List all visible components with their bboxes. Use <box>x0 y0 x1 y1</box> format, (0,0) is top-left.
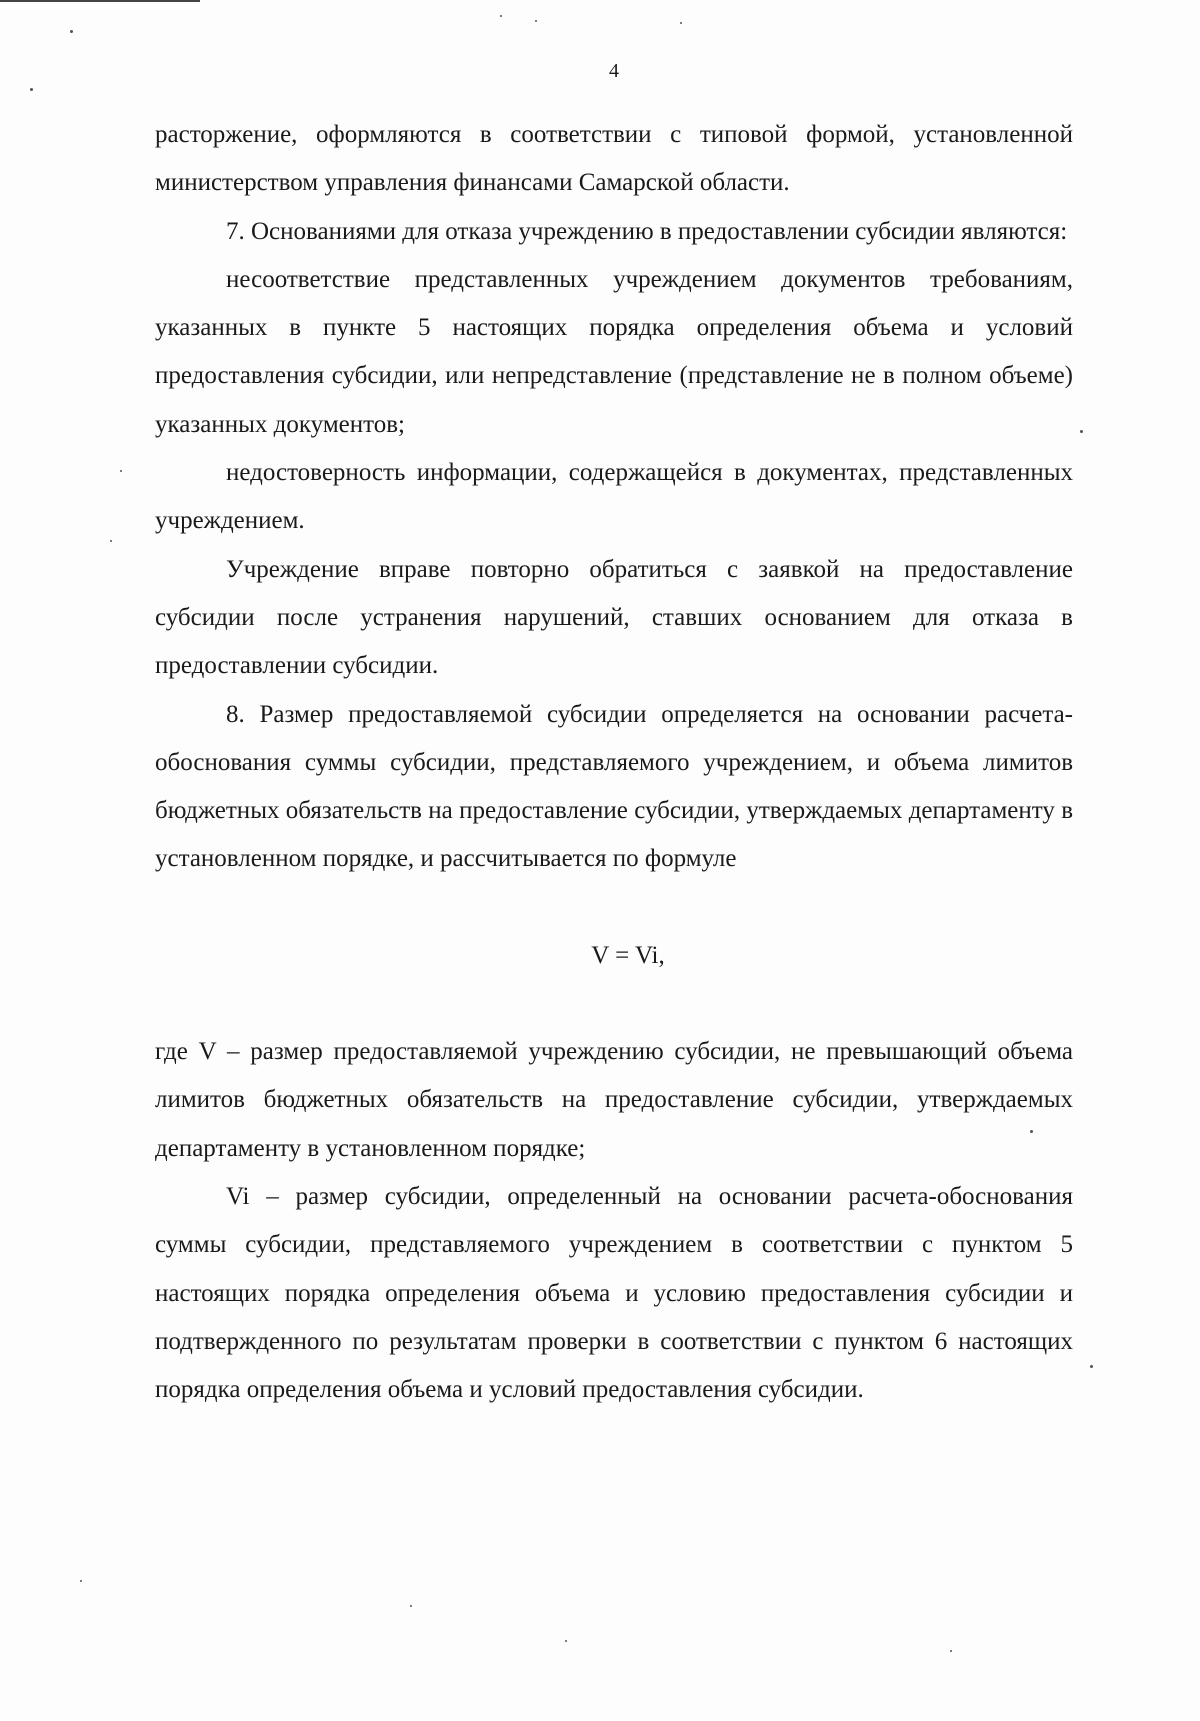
paragraph-item-8: 8. Размер предоставляемой субсидии определяется на основании расчета-обоснования суммы субсидии, представляемого учреждением, и объема лимитов бюджетных обязательств на предоставление субсидии, утверждаемых департаменту в установленном порядке, и рассчитывается по формуле <box>155 700 1073 873</box>
scan-speck <box>1080 430 1083 433</box>
scan-speck <box>70 30 73 33</box>
scan-speck <box>950 1650 952 1652</box>
paragraph-reapply: Учреждение вправе повторно обратиться с заявкой на предоставление субсидии после устранения нарушений, ставших основанием для отказа в предоставлении субсидии. <box>155 555 1073 680</box>
scan-speck <box>110 540 112 542</box>
scan-speck <box>565 1640 567 1642</box>
scan-speck <box>1090 1365 1093 1368</box>
paragraph-item-7: 7. Основаниями для отказа учреждению в предоставлении субсидии являются: <box>226 217 1068 245</box>
scan-speck <box>80 1580 82 1582</box>
scan-speck <box>680 22 682 24</box>
paragraph-where-v: где V – размер предоставляемой учреждению субсидии, не превышающий объема лимитов бюджетных обязательств на предоставление субсидии, утверждаемых департаменту в установленном порядке; <box>155 1038 1073 1162</box>
paragraph-vi-definition: Vi – размер субсидии, определенный на основании расчета-обоснования суммы субсидии, представляемого учреждением в соответствии с пунктом 5 настоящих порядка определения объема и условию предоставления субсидии и подтвержденного по результатам проверки в соответствии с пунктом 6 настоящих порядка определения объема и условий предоставления субсидии. <box>155 1182 1073 1404</box>
paragraph-reason-unreliability: недостоверность информации, содержащейся в документах, представленных учреждением. <box>155 459 1073 535</box>
scan-speck <box>120 470 122 472</box>
scan-speck <box>410 1605 412 1607</box>
scan-edge-line <box>0 0 200 2</box>
page-number: 4 <box>609 60 619 82</box>
formula: V = Vi, <box>591 941 665 969</box>
scan-speck <box>535 20 537 22</box>
document-body <box>155 111 1073 1414</box>
scan-speck <box>500 15 502 17</box>
paragraph-reason-nonconformity: несоответствие представленных учреждением документов требованиям, указанных в пункте 5 настоящих порядка определения объема и условий предоставления субсидии, или непредставление (представление не в полном объеме) указанных документов; <box>155 265 1073 438</box>
scan-speck <box>1030 1130 1033 1133</box>
scan-speck <box>30 88 33 91</box>
paragraph-continuation: расторжение, оформляются в соответствии с типовой формой, установленной министерством управления финансами Самарской области. <box>155 121 1073 197</box>
